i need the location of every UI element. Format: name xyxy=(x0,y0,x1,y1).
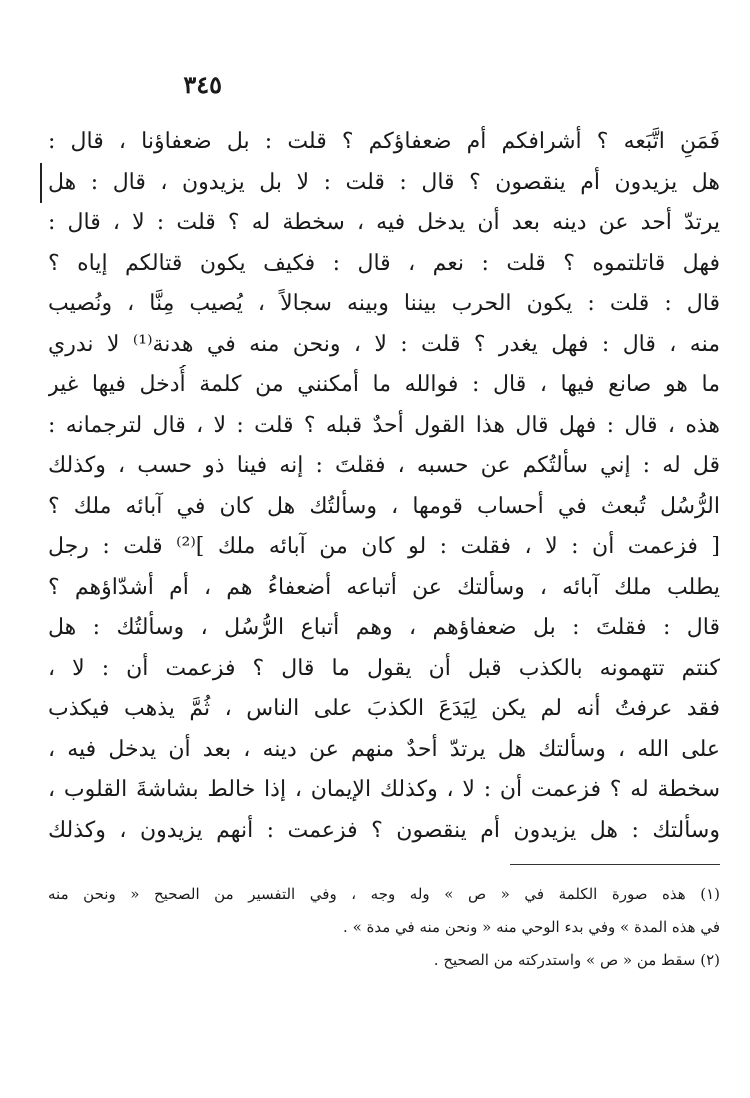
footnote-separator xyxy=(510,864,720,865)
text-line: قال : فقلتَ : بل ضعفاؤهم ، وهم أتباع الرُّسُل ، وسألتُك : هل xyxy=(48,615,720,640)
text-line: فقد عرفتُ أنه لم يكن لِيَدَعَ الكذبَ على الناس ، ثُمَّ يذهب فيكذب xyxy=(48,696,720,721)
text-line: فَمَنِ اتَّبَعه ؟ أشرافكم أم ضعفاؤكم ؟ قلت : بل ضعفاؤنا ، قال : xyxy=(48,129,720,154)
page-number: ٣٤٥ xyxy=(183,70,222,99)
footnotes xyxy=(48,878,720,977)
text-line: كنتم تتهمونه بالكذب قبل أن يقول ما قال ؟ فزعمت أن : لا ، xyxy=(48,655,720,681)
text-line: الرُّسُل تُبعث في أحساب قومها ، وسألتُك هل كان في آبائه ملك ؟ xyxy=(48,493,720,519)
text-line: ما هو صانع فيها ، قال : فوالله ما أمكنني من كلمة أُدخل فيها غير xyxy=(48,372,720,397)
text-line: فهل قاتلتموه ؟ قلت : نعم ، قال : فكيف يكون قتالكم إياه ؟ xyxy=(48,250,720,276)
text-line: قال : قلت : يكون الحرب بيننا وبينه سجالاً ، يُصيب مِنَّا ، ونُصيب xyxy=(48,291,720,316)
text-line: هذه ، قال : فهل قال هذا القول أحدٌ قبله ؟ قلت : لا ، قال لترجمانه : xyxy=(48,412,720,438)
margin-mark xyxy=(40,163,42,203)
text-line: سخطة له ؟ فزعمت أن : لا ، وكذلك الإيمان ، إذا خالط بشاشةَ القلوب ، xyxy=(48,777,720,802)
text-line: على الله ، وسألتك هل يرتدّ أحدٌ منهم عن دينه ، بعد أن يدخل فيه ، xyxy=(48,736,720,762)
footnote-line: (٢) سقط من « ص » واستدركته من الصحيح . xyxy=(433,951,720,969)
body-text xyxy=(48,122,720,851)
text-line: منه ، قال : فهل يغدر ؟ قلت : لا ، ونحن منه في هدنة⁽¹⁾ لا ندري xyxy=(48,331,720,357)
text-line: [ فزعمت أن : لا ، فقلت : لو كان من آبائه ملك ]⁽²⁾ قلت : رجل xyxy=(48,534,720,559)
text-line: قل له : إني سألتُكم عن حسبه ، فقلتَ : إنه فينا ذو حسب ، وكذلك xyxy=(48,453,720,478)
footnote-line: (١) هذه صورة الكلمة في « ص » وله وجه ، وفي التفسير من الصحيح « ونحن منه xyxy=(48,885,720,903)
text-line: وسألتك : هل يزيدون أم ينقصون ؟ فزعمت : أنهم يزيدون ، وكذلك xyxy=(48,817,720,843)
text-line: يرتدّ أحد عن دينه بعد أن يدخل فيه ، سخطة له ؟ قلت : لا ، قال : xyxy=(48,210,720,235)
text-line: هل يزيدون أم ينقصون ؟ قال : قلت : لا بل يزيدون ، قال : هل xyxy=(48,169,720,195)
footnote-line: في هذه المدة » وفي بدء الوحي منه « ونحن منه في مدة » . xyxy=(343,918,720,936)
text-line: يطلب ملك آبائه ، وسألتك عن أتباعه أضعفاءُ هم ، أم أشدّاؤهم ؟ xyxy=(48,574,720,600)
